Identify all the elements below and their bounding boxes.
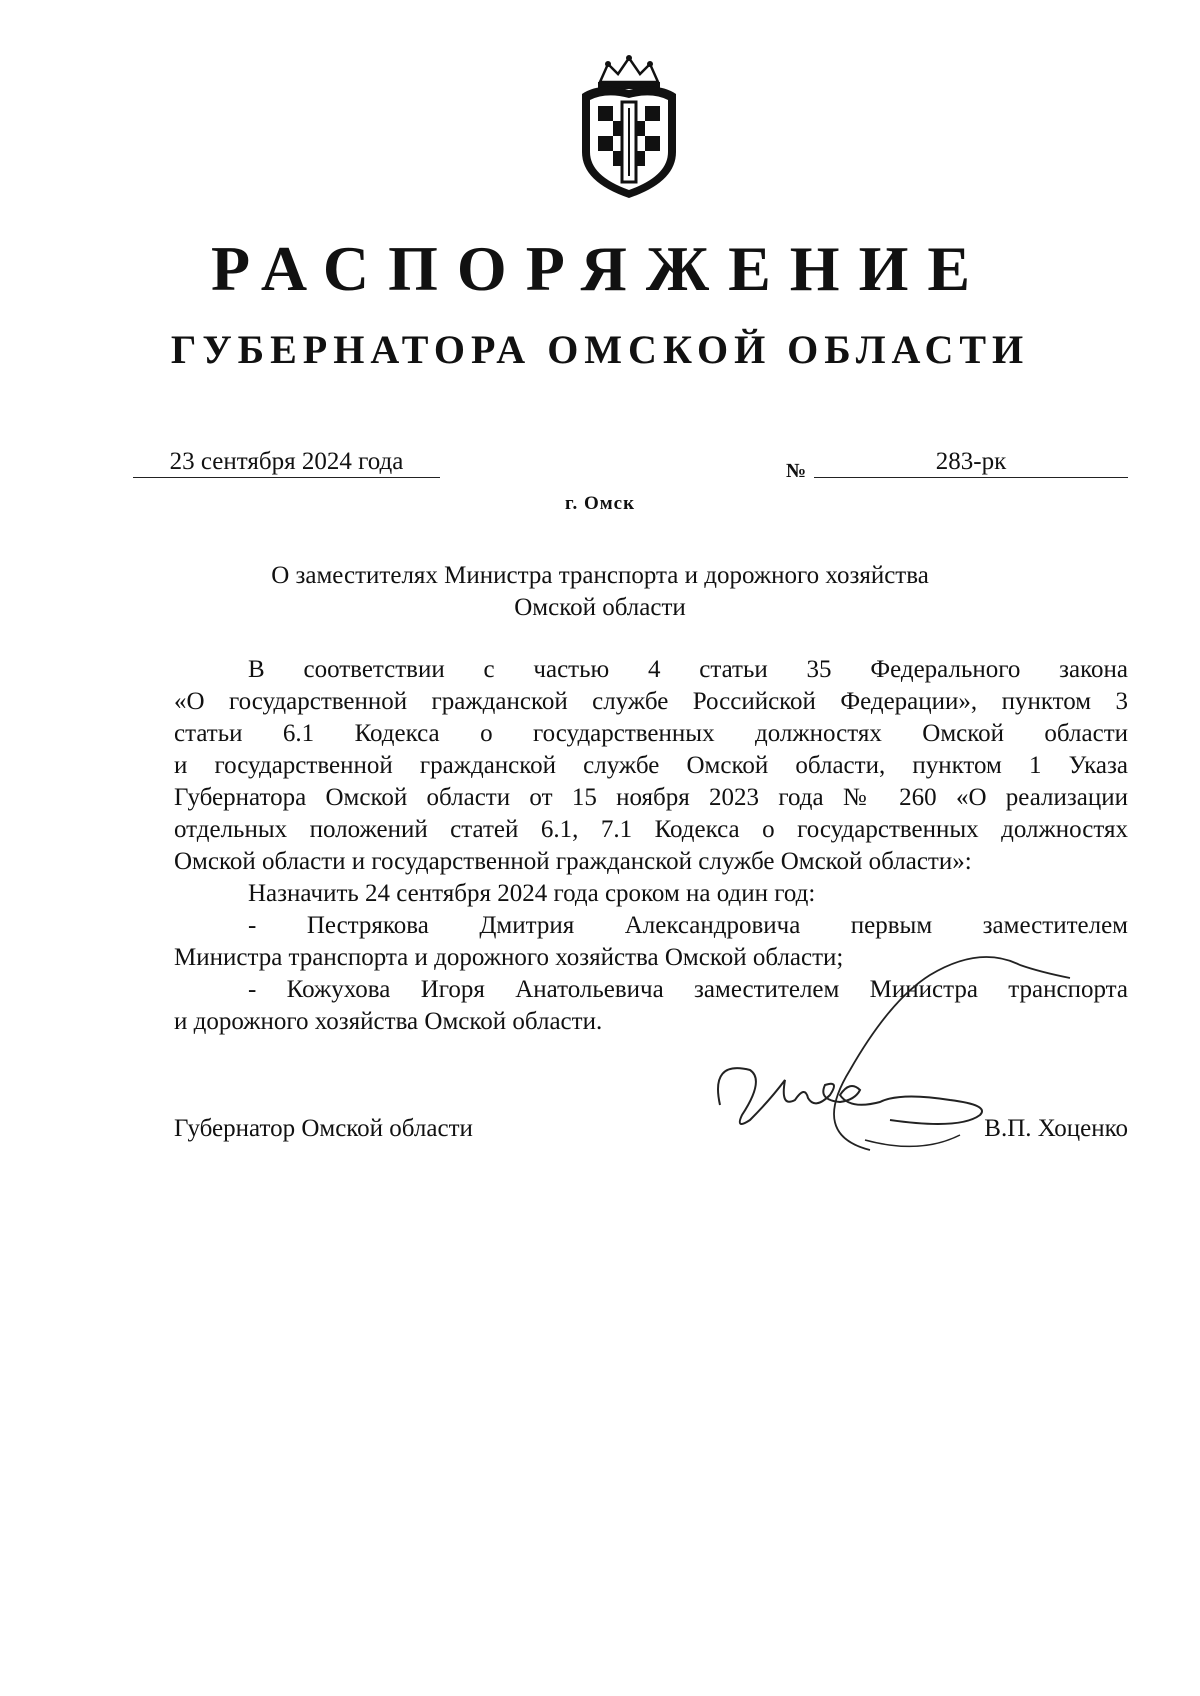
preamble-line: Омской области и государственной гражданской службе Омской области»: — [174, 848, 972, 875]
document-subject — [240, 560, 960, 624]
preamble-line: отдельных положений статей 6.1, 7.1 Кодекса о государственных должностях — [174, 816, 1128, 843]
handwritten-signature — [690, 930, 1110, 1160]
signatory-position: Губернатор Омской области — [174, 1115, 473, 1142]
coat-of-arms-icon — [570, 52, 688, 202]
document-number: 283-рк — [814, 448, 1128, 478]
subject-line: О заместителях Министра транспорта и дорожного хозяйства — [271, 562, 929, 589]
number-label: № — [786, 460, 807, 482]
document-type-title: РАСПОРЯЖЕНИЕ — [210, 233, 990, 304]
appointment-item: - Кожухова Игоря Анатольевича заместителем Министра транспорта — [248, 976, 1128, 1003]
preamble-line: статьи 6.1 Кодекса о государственных должностях Омской области — [174, 720, 1128, 747]
appointment-item: - Пестрякова Дмитрия Александровича первым заместителем — [248, 912, 1128, 939]
preamble-line: В соответствии с частью 4 статьи 35 Федерального закона — [248, 656, 1128, 683]
appointment-item: и дорожного хозяйства Омской области. — [174, 1008, 603, 1035]
order-line: Назначить 24 сентября 2024 года сроком на один год: — [248, 880, 816, 907]
city-label: г. Омск — [564, 493, 636, 514]
document-date: 23 сентября 2024 года — [133, 448, 440, 478]
preamble-line: Губернатора Омской области от 15 ноября 2023 года № 260 «О реализации — [174, 784, 1128, 811]
issuer-subtitle: ГУБЕРНАТОРА ОМСКОЙ ОБЛАСТИ — [170, 327, 1030, 372]
preamble-line: и государственной гражданской службе Омской области, пунктом 1 Указа — [174, 752, 1128, 779]
appointment-item: Министра транспорта и дорожного хозяйства Омской области; — [174, 944, 844, 971]
preamble-line: «О государственной гражданской службе Российской Федерации», пунктом 3 — [174, 688, 1128, 715]
subject-line: Омской области — [514, 594, 686, 621]
signatory-name: В.П. Хоценко — [984, 1115, 1128, 1142]
